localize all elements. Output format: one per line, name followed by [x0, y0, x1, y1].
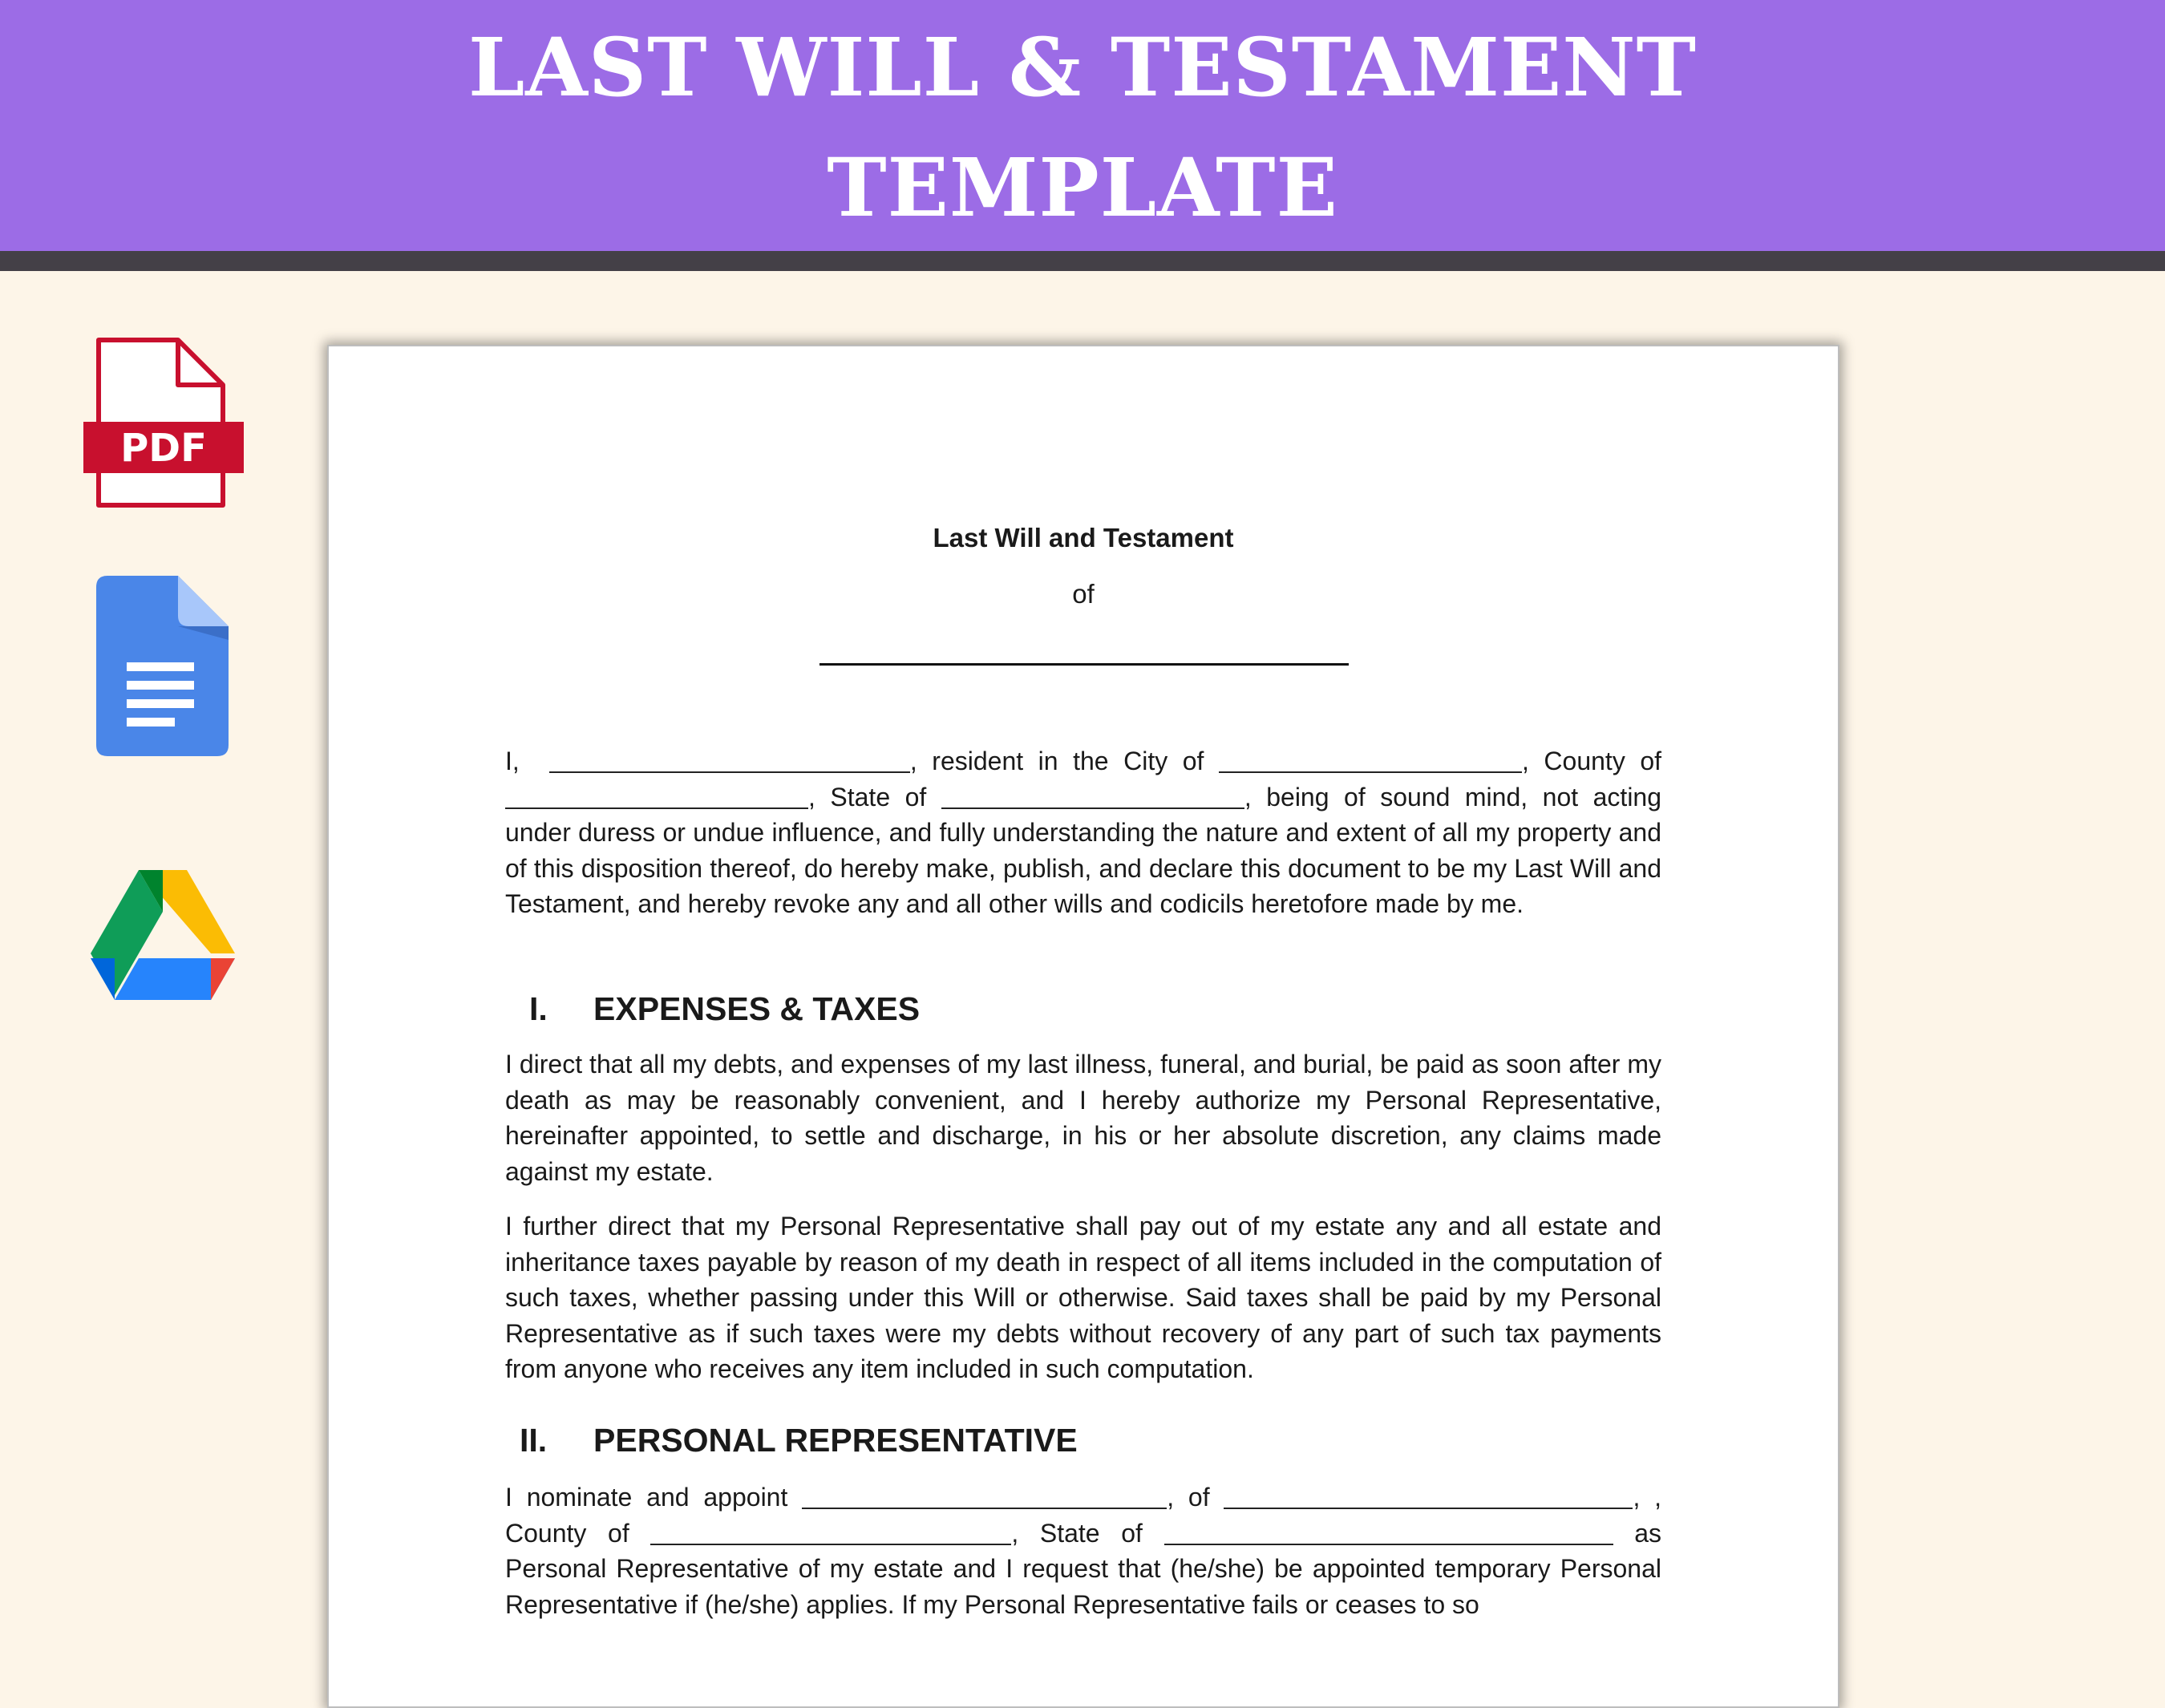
section-1-paragraph-1: I direct that all my debts, and expenses of my last illness, funeral, and burial, be paid as soon after my death as may be reasonably convenient, and I hereby authorize my Personal Representative, hereinafter appointed, to settle and discharge, in his or her absolute discretion, any claims made against my estate.	[505, 1050, 1661, 1186]
representative-name-blank	[802, 1480, 1167, 1509]
google-docs-icon	[96, 576, 229, 756]
document-title: Last Will and Testament	[933, 523, 1234, 552]
section-1-number: I.	[529, 990, 548, 1027]
testator-name-blank	[549, 744, 910, 773]
intro-text-5: , being of sound mind, not acting under duress or undue influence, and fully understanding the nature and extent of all my property and of this disposition thereof, do hereby make, publish, and declare this document to be my Last Will and Testament, and hereby revoke any and all other wills and codicils heretofore made by me.	[505, 782, 1662, 918]
banner-title-line-1: LAST WILL & TESTAMENT	[467, 20, 1698, 115]
section-1-title: EXPENSES & TAXES	[593, 990, 921, 1027]
pdf-label: PDF	[120, 426, 207, 471]
document-page	[327, 345, 1839, 1708]
representative-city-blank	[1224, 1480, 1633, 1509]
section-2-paragraph: I nominate and appoint , of , , County of , State of as Personal Representative of my estate and I request that (he/she) be appointed temporary Personal Representative if (he/she) applies. If my Personal Representative fails or ceases to so	[505, 1479, 1661, 1622]
pdf-file-icon	[80, 337, 249, 509]
section-1-paragraph-2: I further direct that my Personal Representative shall pay out of my estate any and all estate and inheritance taxes payable by reason of my death in respect of all items included in the computation of such taxes, whether passing under this Will or otherwise. Said taxes shall be paid by my Personal Representative as if such taxes were my debts without recovery of any part of such tax payments from anyone who receives any item included in such computation.	[505, 1212, 1661, 1383]
state-blank	[941, 780, 1244, 809]
intro-paragraph	[505, 743, 1661, 922]
intro-text-1: I,	[505, 747, 520, 775]
section-2-text-5: as Personal Representative of my estate and I request that (he/she) be appointed temporary Personal Representative if (he/she) applies. If my Personal Representative fails or ceases to so	[505, 1518, 1662, 1619]
intro-text-2: , resident in the City of	[909, 747, 1204, 775]
section-2-number: II.	[520, 1422, 548, 1459]
section-2-text-1: I nominate and appoint	[505, 1483, 788, 1512]
document-of: of	[1072, 579, 1095, 609]
section-2-text-2: , of	[1167, 1483, 1210, 1512]
section-2-text-4: , State of	[1011, 1518, 1143, 1548]
section-2-text-3: , County of	[505, 1483, 1662, 1548]
intro-text-3: , County of	[1522, 747, 1662, 775]
representative-county-blank	[650, 1516, 1011, 1545]
representative-state-blank	[1164, 1516, 1613, 1545]
banner-title-line-2: TEMPLATE	[827, 140, 1338, 235]
city-blank	[1219, 744, 1522, 773]
title-banner	[0, 0, 2165, 271]
section-2-title: PERSONAL REPRESENTATIVE	[593, 1422, 1078, 1459]
intro-text-4: , State of	[808, 782, 927, 812]
county-blank	[505, 780, 808, 809]
testator-name-line	[819, 663, 1349, 666]
google-drive-icon	[91, 870, 235, 1000]
